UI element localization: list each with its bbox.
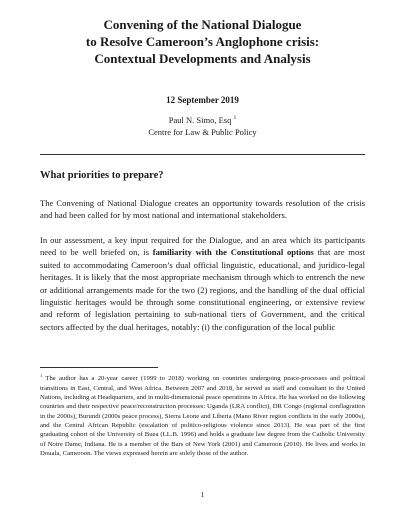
title-line-2: to Resolve Cameroon’s Anglophone crisis: [85, 34, 320, 49]
paragraph-2-bold: familiarity with the Constitutional options [152, 247, 314, 258]
paragraph-2-end: that are most suited to accommodating Cameroon’s dual official linguistic, educational, and juridico-legal heritages. It is likely that the most appropriate mechanism through which to entrench the new or additional arrangements made for the two (2) regions, and the handling of the dual official linguistic heritages would be through some constitutional engineering, or extensive review and reform of legislation pertaining to sub-national tiers of Government, and the critical sectors affected by the dual heritages, notably: (i) the configuration of the local public [40, 247, 365, 332]
document-date: 12 September 2019 [166, 95, 239, 105]
footnote-marker: 1 [40, 373, 43, 378]
footnote-text: The author has a 20-year career (1999 to 2018) working on countries undergoing peace-processes and political transitions in East, Central, and West Africa. Between 2007 and 2018, he served as staff and consultant to the United Nations, including at Headquarters, and in multi-dimensional peace operations in Africa. He has worked on the following countries and their respective peace/reconstruction processes: Uganda (LRA conflict), DR Congo (regional conflagration in the 2000s), Burundi (2000s peace process), Sierra Leone and Liberia (Mano River region conflicts in the early 2000s), and the Central African Republic (escalation of politico-religious violence since 2013). He was part of the first graduating cohort of the University of Buea (LL.B. 1996) and holds a graduate law degree from the Catholic University of Notre Dame, Indiana. He is a member of the Bars of New York (2001) and Cameroon (2010). He lives and works in Douala, Cameroon. The views expressed herein are solely those of the author. [40, 375, 365, 457]
author-footnote-marker[interactable]: 1 [233, 115, 237, 121]
page-number: 1 [200, 490, 205, 499]
title-line-1: Convening of the National Dialogue [103, 17, 302, 32]
footnote-divider [40, 367, 158, 368]
paragraph-1: The Convening of National Dialogue creates an opportunity towards resolution of the crisis and had been called for by most national and international stakeholders. [40, 198, 365, 221]
section-heading: What priorities to prepare? [40, 170, 164, 181]
author-name: Paul N. Simo, Esq [168, 114, 232, 125]
document-title [40, 16, 365, 67]
title-line-3: Contextual Developments and Analysis [94, 51, 311, 66]
paragraph-2-start: In our assessment, a key input required for the Dialogue, and an area which its participants need to be well briefed on, is [40, 235, 365, 258]
author-affiliation: Centre for Law & Public Policy [148, 126, 257, 137]
header-divider [40, 154, 365, 155]
paragraph-2 [40, 234, 365, 333]
author-block [0, 112, 405, 138]
footnote [40, 371, 365, 458]
